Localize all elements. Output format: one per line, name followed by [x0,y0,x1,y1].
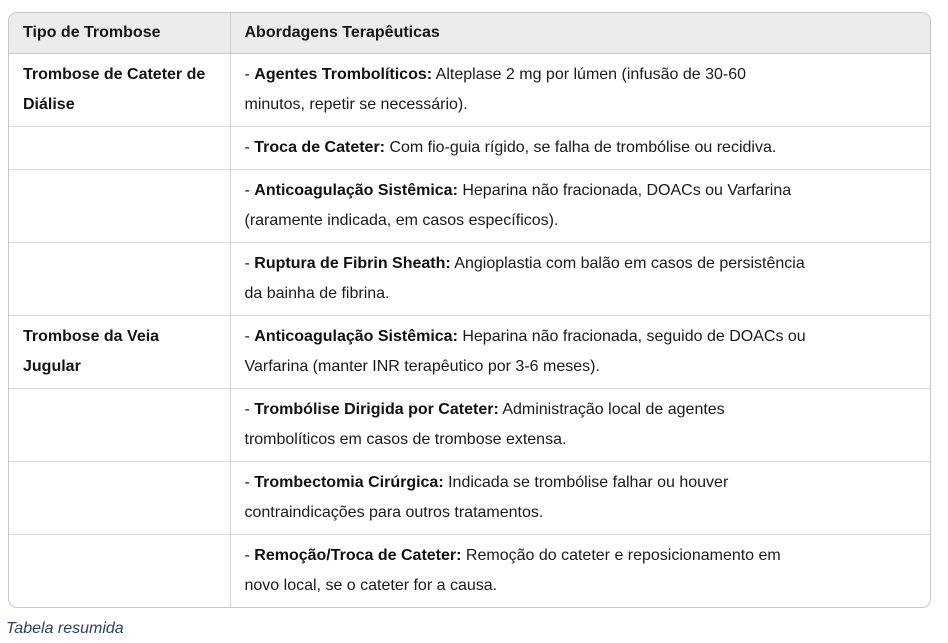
treatment-term: Ruptura de Fibrin Sheath: [254,255,451,272]
treatment-term: Troca de Cateter: [254,139,385,156]
treatment-term: Agentes Trombolíticos: [254,66,433,83]
thrombosis-type-cell [9,535,230,608]
thrombosis-type-cell [9,127,230,170]
thrombosis-table [9,13,930,607]
treatment-term: Trombectomia Cirúrgica: [254,474,444,491]
table-row [9,127,930,170]
thrombosis-type-cell [9,389,230,462]
table-row [9,243,930,316]
treatment-term: Anticoagulação Sistêmica: [254,328,458,345]
table-row [9,170,930,243]
header-row [9,13,930,54]
therapeutic-approach-cell: - Trombectomia Cirúrgica: Indicada se trombólise falhar ou houver contraindicações para outros tratamentos. [230,462,930,535]
thrombosis-type-cell [9,243,230,316]
thrombosis-type-cell: Trombose da Veia Jugular [9,316,230,389]
therapeutic-approach-cell: - Agentes Trombolíticos: Alteplase 2 mg por lúmen (infusão de 30-60 minutos, repetir se necessário). [230,54,930,127]
table-row [9,535,930,608]
treatment-term: Trombólise Dirigida por Cateter: [254,401,499,418]
table-body [9,54,930,608]
treatment-term: Remoção/Troca de Cateter: [254,547,462,564]
therapeutic-approach-cell: - Troca de Cateter: Com fio-guia rígido, se falha de trombólise ou recidiva. [230,127,930,170]
therapeutic-approach-cell: - Remoção/Troca de Cateter: Remoção do cateter e reposicionamento em novo local, se o cateter for a causa. [244,547,781,594]
table-row [9,389,930,462]
table-row [9,54,930,127]
thrombosis-type-cell [9,170,230,243]
column-header-abordagens: Abordagens Terapêuticas [230,13,930,54]
table-row [9,462,930,535]
therapeutic-approach-cell: - Anticoagulação Sistêmica: Heparina não fracionada, seguido de DOACs ou Varfarina (manter INR terapêutico por 3-6 meses). [230,316,930,389]
therapeutic-approach-cell: - Ruptura de Fibrin Sheath: Angioplastia com balão em casos de persistência da bainha de fibrina. [230,243,930,316]
therapeutic-approach-cell: - Trombólise Dirigida por Cateter: Administração local de agentes trombolíticos em casos de trombose extensa. [230,389,930,462]
therapeutic-approach-cell: - Anticoagulação Sistêmica: Heparina não fracionada, DOACs ou Varfarina (raramente indicada, em casos específicos). [230,170,930,243]
thrombosis-type-cell [9,462,230,535]
table-row [9,316,930,389]
thrombosis-type-cell: Trombose de Cateter de Diálise [9,54,230,127]
table-caption: Tabela resumida [6,620,124,637]
treatment-term: Anticoagulação Sistêmica: [254,182,458,199]
column-header-tipo: Tipo de Trombose [9,13,230,54]
summary-table [8,12,931,608]
